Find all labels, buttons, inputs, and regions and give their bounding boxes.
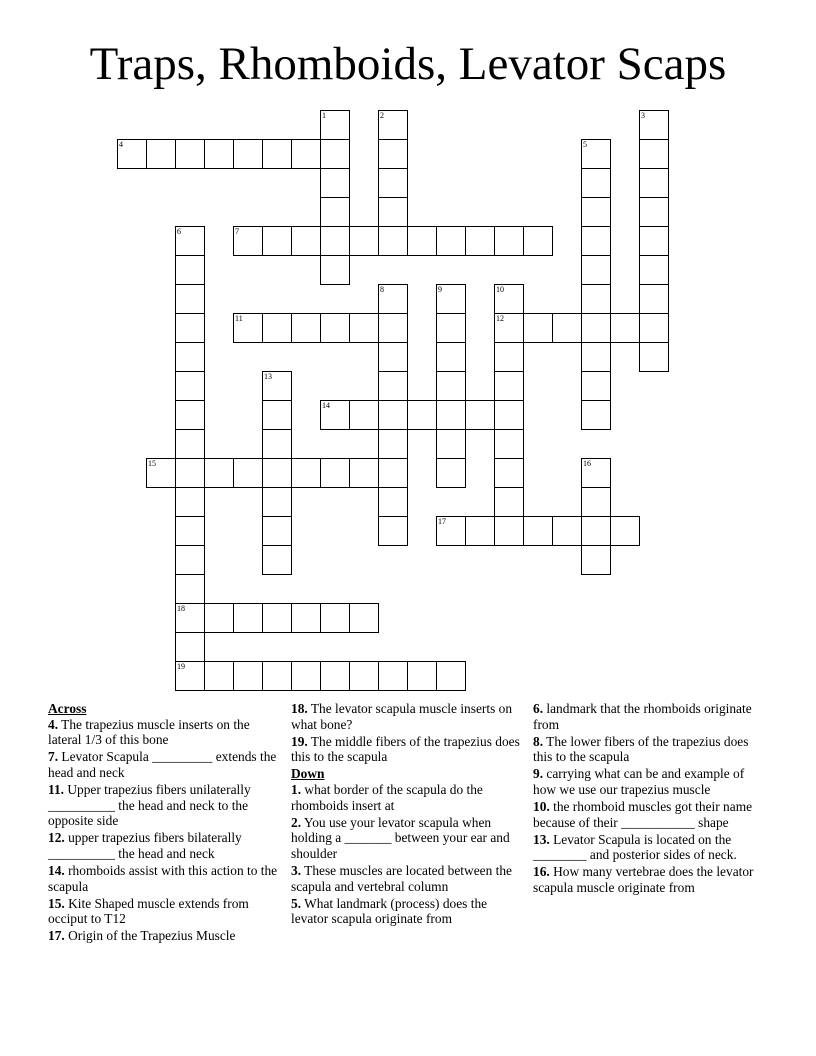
grid-cell[interactable] [204,603,234,633]
clue-text: Kite Shaped muscle extends from occiput to T12 [48,895,249,927]
grid-cell[interactable] [204,139,234,169]
clue-text: landmark that the rhomboids originate from [533,701,752,732]
grid-cell[interactable] [494,342,524,372]
grid-cell[interactable] [262,603,292,633]
clue-number: 19 [177,662,185,671]
clue-number: 8 [380,285,384,294]
grid-cell[interactable] [204,458,234,488]
clue-text: rhomboids assist with this action to the scapula [48,862,278,894]
grid-cell[interactable] [639,284,669,314]
grid-cell[interactable] [175,139,205,169]
grid-cell[interactable] [320,458,350,488]
grid-cell[interactable] [494,487,524,517]
clue-number: 17 [438,517,446,526]
grid-cell[interactable] [523,516,553,546]
grid-cell[interactable] [494,429,524,459]
grid-cell[interactable] [436,313,466,343]
grid-cell[interactable] [320,255,350,285]
clue-num: 14. [48,862,65,878]
grid-cell[interactable] [320,226,350,256]
grid-cell[interactable] [262,371,292,401]
grid-cell[interactable] [407,226,437,256]
grid-cell[interactable] [320,400,350,430]
grid-cell[interactable] [465,226,495,256]
grid-cell[interactable] [378,400,408,430]
clue-num: 17. [48,928,65,944]
clue-text: carrying what can be and example of how we use our trapezius muscle [533,766,745,797]
clue-number: 1 [322,111,326,120]
clue-text: The levator scapula muscle inserts on what bone? [291,701,513,732]
grid-cell[interactable] [262,516,292,546]
clue-number: 12 [496,314,504,323]
grid-cell[interactable] [233,661,263,691]
clue-number: 2 [380,111,384,120]
grid-cell[interactable] [639,313,669,343]
grid-cell[interactable] [349,458,379,488]
grid-cell[interactable] [262,139,292,169]
grid-cell[interactable] [581,487,611,517]
clue-item [48,830,284,861]
clue-number: 4 [119,140,123,149]
clue-num: 15. [48,895,65,911]
clue-item [48,863,284,894]
grid-cell[interactable] [175,516,205,546]
clue-text: You use your levator scapula when holding a _______ between your ear and shoulder [291,814,510,861]
clue-item [48,717,284,748]
clue-num: 19. [291,733,308,749]
clue-num: 5. [291,895,302,911]
clue-item [291,782,527,813]
clue-text: Levator Scapula _________ extends the head and neck [48,749,277,780]
clue-text: The middle fibers of the trapezius does this to the scapula [291,733,520,765]
grid-cell[interactable] [378,110,408,140]
clue-num: 9. [533,766,544,782]
grid-cell[interactable] [262,661,292,691]
clue-list-col2-across [291,701,527,765]
grid-cell[interactable] [233,226,263,256]
clue-item [533,864,769,895]
clue-text: Levator Scapula is located on the ________ and posterior sides of neck. [533,831,737,863]
grid-cell[interactable] [204,661,234,691]
clue-number: 18 [177,604,185,613]
grid-cell[interactable] [175,487,205,517]
grid-cell[interactable] [175,429,205,459]
clue-item [48,749,284,780]
grid-cell[interactable] [262,226,292,256]
grid-cell[interactable] [233,139,263,169]
clue-number: 11 [235,314,243,323]
grid-cell[interactable] [175,313,205,343]
clue-text: What landmark (process) does the levator scapula originate from [291,895,488,927]
grid-cell[interactable] [407,661,437,691]
grid-cell[interactable] [581,516,611,546]
grid-cell[interactable] [581,458,611,488]
grid-cell[interactable] [523,226,553,256]
grid-cell[interactable] [378,226,408,256]
clue-column-3 [533,701,769,897]
grid-cell[interactable] [581,197,611,227]
clue-number: 14 [322,401,330,410]
grid-cell[interactable] [349,313,379,343]
grid-cell[interactable] [320,197,350,227]
grid-cell[interactable] [175,458,205,488]
grid-cell[interactable] [378,139,408,169]
grid-cell[interactable] [378,371,408,401]
clue-text: what border of the scapula do the rhomboids insert at [291,781,483,813]
clue-text: The lower fibers of the trapezius does this to the scapula [533,733,749,765]
grid-cell[interactable] [494,458,524,488]
clue-item [533,832,769,863]
grid-cell[interactable] [320,661,350,691]
grid-cell[interactable] [146,139,176,169]
grid-cell[interactable] [639,168,669,198]
clue-num: 13. [533,831,550,847]
grid-cell[interactable] [262,458,292,488]
grid-cell[interactable] [639,226,669,256]
grid-cell[interactable] [349,400,379,430]
clue-list-col3 [533,701,769,896]
grid-cell[interactable] [494,226,524,256]
clue-item [291,734,527,765]
clue-num: 10. [533,799,550,815]
clue-number: 10 [496,285,504,294]
clue-num: 7. [48,749,59,765]
clue-item [48,782,284,829]
page-title: Traps, Rhomboids, Levator Scaps [89,38,727,90]
grid-cell[interactable] [146,458,176,488]
grid-cell[interactable] [117,139,147,169]
grid-cell[interactable] [552,313,582,343]
clue-item [533,734,769,765]
grid-cell[interactable] [291,313,321,343]
grid-cell[interactable] [494,371,524,401]
clue-number: 16 [583,459,591,468]
grid-cell[interactable] [465,516,495,546]
clue-number: 6 [177,227,181,236]
clue-num: 18. [291,701,308,716]
clue-number: 5 [583,140,587,149]
clue-item [533,766,769,797]
grid-cell[interactable] [436,342,466,372]
clue-num: 1. [291,781,302,797]
down-heading: Down [291,766,325,782]
grid-cell[interactable] [581,342,611,372]
grid-cell[interactable] [581,313,611,343]
grid-cell[interactable] [378,516,408,546]
grid-cell[interactable] [175,545,205,575]
grid-cell[interactable] [436,516,466,546]
grid-cell[interactable] [581,255,611,285]
grid-cell[interactable] [436,284,466,314]
grid-cell[interactable] [291,139,321,169]
grid-cell[interactable] [175,400,205,430]
clue-item [533,799,769,830]
grid-cell[interactable] [262,487,292,517]
grid-cell[interactable] [291,458,321,488]
grid-cell[interactable] [291,603,321,633]
grid-cell[interactable] [610,313,640,343]
clue-num: 2. [291,814,302,830]
grid-cell[interactable] [436,400,466,430]
grid-cell[interactable] [349,661,379,691]
grid-cell[interactable] [494,400,524,430]
grid-cell[interactable] [378,429,408,459]
grid-cell[interactable] [465,400,495,430]
grid-cell[interactable] [494,313,524,343]
clue-text: upper trapezius fibers bilaterally __________ the head and neck [48,830,242,861]
clue-item [291,896,527,927]
grid-cell[interactable] [639,139,669,169]
grid-cell[interactable] [175,574,205,604]
grid-cell[interactable] [291,226,321,256]
grid-cell[interactable] [639,255,669,285]
clue-item [48,928,284,944]
grid-cell[interactable] [349,226,379,256]
grid-cell[interactable] [320,139,350,169]
grid-cell[interactable] [175,255,205,285]
grid-cell[interactable] [378,342,408,372]
grid-cell[interactable] [378,197,408,227]
clue-number: 7 [235,227,239,236]
clue-list-col2-down [291,782,527,927]
grid-cell[interactable] [262,545,292,575]
grid-cell[interactable] [378,284,408,314]
clue-item [291,815,527,862]
clue-item [533,701,769,732]
grid-cell[interactable] [581,284,611,314]
grid-cell[interactable] [378,487,408,517]
grid-cell[interactable] [175,284,205,314]
clue-column-1 [48,701,284,945]
clue-text: How many vertebrae does the levator scapula muscle originate from [533,864,754,896]
clue-number: 9 [438,285,442,294]
grid-cell[interactable] [175,371,205,401]
clue-num: 4. [48,716,59,732]
grid-cell[interactable] [175,661,205,691]
grid-cell[interactable] [378,458,408,488]
grid-cell[interactable] [581,168,611,198]
clue-item [291,701,527,732]
grid-cell[interactable] [436,661,466,691]
grid-cell[interactable] [639,197,669,227]
grid-cell[interactable] [175,226,205,256]
grid-cell[interactable] [175,632,205,662]
grid-cell[interactable] [581,545,611,575]
clue-num: 8. [533,733,544,749]
clue-text: The trapezius muscle inserts on the lateral 1/3 of this bone [48,716,250,748]
grid-cell[interactable] [262,400,292,430]
clue-text: Upper trapezius fibers unilaterally __________ the head and neck to the opposite side [48,781,251,829]
clue-num: 11. [48,781,64,797]
grid-cell[interactable] [552,516,582,546]
clue-item [291,863,527,894]
grid-cell[interactable] [378,661,408,691]
grid-cell[interactable] [349,603,379,633]
grid-cell[interactable] [581,139,611,169]
clue-num: 3. [291,862,302,878]
across-heading: Across [48,701,87,716]
clue-number: 15 [148,459,156,468]
grid-cell[interactable] [581,400,611,430]
grid-cell[interactable] [175,603,205,633]
grid-cell[interactable] [581,371,611,401]
clue-column-2 [291,701,527,928]
grid-cell[interactable] [639,110,669,140]
grid-cell[interactable] [378,313,408,343]
grid-cell[interactable] [262,313,292,343]
grid-cell[interactable] [233,458,263,488]
grid-cell[interactable] [378,168,408,198]
grid-cell[interactable] [436,458,466,488]
grid-cell[interactable] [320,110,350,140]
grid-cell[interactable] [320,313,350,343]
clue-num: 16. [533,864,550,880]
clue-text: These muscles are located between the scapula and vertebral column [291,862,512,894]
grid-cell[interactable] [639,342,669,372]
clue-num: 6. [533,701,544,716]
grid-cell[interactable] [494,284,524,314]
grid-cell[interactable] [436,371,466,401]
clue-text: Origin of the Trapezius Muscle [64,928,236,944]
clue-number: 3 [641,111,645,120]
grid-cell[interactable] [262,429,292,459]
grid-cell[interactable] [233,603,263,633]
grid-cell[interactable] [581,226,611,256]
clue-text: the rhomboid muscles got their name because of their ___________ shape [533,799,753,830]
grid-cell[interactable] [233,313,263,343]
clue-item [48,896,284,927]
clue-num: 12. [48,830,65,846]
grid-cell[interactable] [291,661,321,691]
grid-cell[interactable] [320,168,350,198]
clue-number: 13 [264,372,272,381]
grid-cell[interactable] [175,342,205,372]
grid-cell[interactable] [436,226,466,256]
grid-cell[interactable] [610,516,640,546]
clue-list-col1 [48,717,284,944]
grid-cell[interactable] [523,313,553,343]
grid-cell[interactable] [407,400,437,430]
grid-cell[interactable] [320,603,350,633]
grid-cell[interactable] [494,516,524,546]
grid-cell[interactable] [436,429,466,459]
